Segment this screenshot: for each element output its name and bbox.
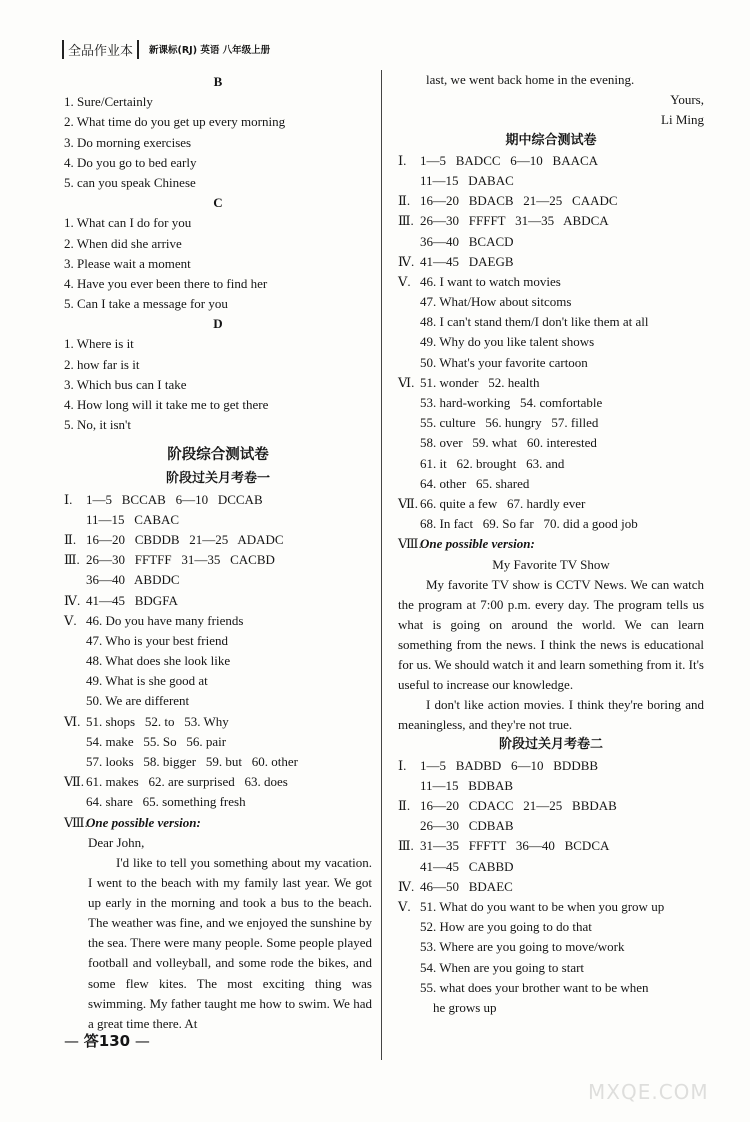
writing-heading	[64, 813, 372, 833]
roman-numeral: Ⅴ.	[64, 612, 77, 628]
answer-text: 49. What is she good at	[86, 673, 208, 689]
answer-row	[398, 151, 704, 171]
page-number: — 答130 —	[64, 1032, 150, 1050]
answer-row	[64, 570, 372, 590]
list-item: 2. how far is it	[64, 356, 140, 372]
letter-body: I'd like to tell you something about my vacation. I went to the beach with my family last year. We got up early in the morning and took a bus to the beach. The weather was fine, and we enjoyed the sunshine by the sea. There were many people. Some people played football and volleyball, and some rode the bikes, and some flew kites. The most exciting thing was swimming. My father taught me how to swim. We had a great time there. At	[88, 854, 372, 1031]
roman-numeral: Ⅱ.	[398, 798, 411, 813]
answer-row	[398, 353, 704, 373]
answer-row	[398, 514, 704, 534]
roman-numeral: Ⅴ.	[398, 898, 411, 914]
answer-text: 46—50 BDAEC	[420, 878, 513, 894]
right-column	[398, 70, 704, 1018]
answer-row	[64, 591, 372, 611]
answer-row	[64, 792, 372, 812]
answer-text: 64. other 65. shared	[420, 475, 530, 491]
answer-row	[398, 958, 704, 978]
page-number-text: 答130	[83, 1032, 131, 1050]
answer-row	[64, 550, 372, 570]
monthly-test-2-answers	[398, 756, 704, 1018]
section-b-list	[64, 92, 372, 193]
answer-row	[64, 510, 372, 530]
roman-numeral: Ⅵ.	[398, 374, 415, 390]
answer-row	[398, 171, 704, 191]
answer-text: 51. wonder 52. health	[420, 374, 540, 390]
monthly-test-1-title: 阶段过关月考卷一	[165, 471, 270, 487]
essay-paragraph-1: My favorite TV show is CCTV News. We can watch the program at 7:00 p.m. every day. The program tells us what is going on around the world. We can learn something from the news. I think the news is educational for us. We should watch it and learn something from it. It's useful to increase our knowledge.	[398, 576, 704, 693]
midterm-title: 期中综合测试卷	[505, 132, 597, 148]
answer-row	[398, 252, 704, 272]
list-item: 1. Where is it	[64, 336, 134, 352]
answer-row	[398, 816, 704, 836]
watermark-text: MXQE.COM	[588, 1080, 709, 1104]
section-d-list	[64, 334, 372, 435]
answer-row	[64, 772, 372, 792]
midterm-writing-heading	[398, 534, 704, 554]
section-heading-b: B	[213, 74, 223, 89]
writing-version-label: One possible version:	[420, 536, 535, 552]
site-watermark	[588, 1080, 734, 1118]
roman-numeral: Ⅱ.	[398, 193, 411, 209]
answer-text: 11—15 DABAC	[420, 172, 514, 188]
answer-row	[398, 836, 704, 856]
letter-signature: Li Ming	[661, 112, 704, 128]
midterm-answers	[398, 151, 704, 535]
answer-text: 51. shops 52. to 53. Why	[86, 713, 229, 729]
answer-text: 55. what does your brother want to be when	[420, 979, 649, 995]
answer-text: 61. makes 62. are surprised 63. does	[86, 774, 288, 790]
answer-row	[398, 474, 704, 494]
list-item: 5. Can I take a message for you	[64, 296, 228, 312]
monthly-test-2-title: 阶段过关月考卷二	[498, 737, 603, 753]
roman-numeral: Ⅷ.	[64, 814, 88, 830]
answer-text: 49. Why do you like talent shows	[420, 334, 595, 350]
answer-text: 54. When are you going to start	[420, 959, 585, 975]
answer-row	[64, 732, 372, 752]
roman-numeral: Ⅰ.	[398, 757, 407, 773]
list-item: 4. Do you go to bed early	[64, 154, 197, 170]
answer-text: 68. In fact 69. So far 70. did a good job	[420, 516, 638, 532]
essay-paragraph-2: I don't like action movies. I think they're boring and meaningless, and they're not true.	[398, 697, 704, 733]
answer-row	[398, 373, 704, 393]
answer-text: 26—30 CDBAB	[420, 818, 514, 834]
answer-row	[398, 494, 704, 514]
answer-row	[398, 191, 704, 211]
roman-numeral: Ⅲ.	[398, 838, 414, 854]
roman-numeral: Ⅴ.	[398, 273, 411, 289]
answer-row	[398, 917, 704, 937]
answer-text: 36—40 BCACD	[420, 233, 514, 249]
answer-text: 52. How are you going to do that	[420, 919, 592, 935]
roman-numeral: Ⅷ.	[398, 536, 422, 552]
answer-text: 41—45 BDGFA	[86, 592, 178, 608]
answer-row	[398, 857, 704, 877]
answer-text: 1—5 BADBD 6—10 BDDBB	[420, 757, 599, 773]
answer-text: 58. over 59. what 60. interested	[420, 435, 597, 451]
brand-label: 全品作业本	[62, 40, 139, 59]
answer-text: 50. We are different	[86, 693, 190, 709]
answer-row	[398, 897, 704, 917]
answer-text: 41—45 DAEGB	[420, 253, 514, 269]
answer-row	[398, 877, 704, 897]
answer-text: 51. What do you want to be when you grow up	[420, 898, 665, 914]
answer-row	[398, 998, 704, 1018]
answer-row	[398, 413, 704, 433]
roman-numeral: Ⅳ.	[398, 878, 415, 894]
answer-text: 1—5 BADCC 6—10 BAACA	[420, 152, 599, 168]
answer-row	[398, 292, 704, 312]
answer-row	[64, 490, 372, 510]
roman-numeral: Ⅳ.	[398, 253, 415, 269]
answer-text: 41—45 CABBD	[420, 858, 514, 874]
left-column	[64, 72, 372, 1034]
letter-closing: Yours,	[670, 92, 704, 108]
answer-text: 16—20 CDACC 21—25 BBDAB	[420, 798, 617, 813]
answer-row	[398, 393, 704, 413]
answer-text: 47. What/How about sitcoms	[420, 294, 572, 310]
roman-numeral: Ⅶ.	[398, 495, 419, 511]
answer-row	[64, 691, 372, 711]
list-item: 3. Which bus can I take	[64, 376, 187, 392]
answer-text: 54. make 55. So 56. pair	[86, 733, 227, 749]
answer-text: he grows up	[420, 999, 497, 1015]
answer-row	[398, 937, 704, 957]
list-item: 3. Please wait a moment	[64, 255, 191, 271]
roman-numeral: Ⅲ.	[64, 552, 80, 568]
answer-text: 46. Do you have many friends	[86, 612, 244, 628]
answer-text: 16—20 BDACB 21—25 CAADC	[420, 193, 618, 209]
answer-text: 26—30 FFFFT 31—35 ABDCA	[420, 213, 609, 229]
answer-row	[398, 312, 704, 332]
answer-row	[64, 712, 372, 732]
answer-text: 31—35 FFFTT 36—40 BCDCA	[420, 838, 610, 854]
answer-text: 48. What does she look like	[86, 653, 231, 669]
answer-text: 53. Where are you going to move/work	[420, 939, 625, 955]
roman-numeral: Ⅶ.	[64, 774, 85, 790]
list-item: 4. How long will it take me to get there	[64, 397, 269, 412]
monthly-test-1-answers	[64, 490, 372, 813]
page-header	[62, 40, 270, 58]
answer-text: 50. What's your favorite cartoon	[420, 354, 588, 370]
answer-row	[398, 454, 704, 474]
answer-row	[398, 796, 704, 816]
roman-numeral: Ⅳ.	[64, 592, 81, 608]
answer-text: 11—15 BDBAB	[420, 777, 514, 793]
answer-text: 36—40 ABDDC	[86, 572, 180, 588]
answer-row	[398, 756, 704, 776]
answer-row	[64, 671, 372, 691]
column-divider	[381, 70, 382, 1060]
list-item: 1. Sure/Certainly	[64, 94, 153, 110]
answer-row	[398, 211, 704, 231]
letter-ending: last, we went back home in the evening.	[426, 72, 635, 87]
answer-text: 46. I want to watch movies	[420, 273, 561, 289]
list-item: 3. Do morning exercises	[64, 134, 192, 150]
answer-text: 55. culture 56. hungry 57. filled	[420, 415, 599, 431]
list-item: 5. No, it isn't	[64, 417, 131, 433]
roman-numeral: Ⅰ.	[64, 491, 73, 507]
roman-numeral: Ⅱ.	[64, 531, 77, 547]
answer-text: 57. looks 58. bigger 59. but 60. other	[86, 754, 298, 769]
list-item: 1. What can I do for you	[64, 215, 192, 231]
answer-text: 1—5 BCCAB 6—10 DCCAB	[86, 491, 263, 507]
section-heading-c: C	[213, 195, 223, 211]
answer-text: 16—20 CBDDB 21—25 ADADC	[86, 531, 284, 547]
answer-text: 66. quite a few 67. hardly ever	[420, 495, 586, 511]
answer-row	[398, 433, 704, 453]
answer-row	[64, 611, 372, 631]
list-item: 4. Have you ever been there to find her	[64, 275, 268, 291]
answer-text: 53. hard-working 54. comfortable	[420, 395, 603, 410]
list-item: 5. can you speak Chinese	[64, 174, 196, 190]
essay-title: My Favorite TV Show	[492, 556, 610, 572]
answer-row	[398, 232, 704, 252]
answer-text: 64. share 65. something fresh	[86, 794, 246, 810]
answer-text: 48. I can't stand them/I don't like them at all	[420, 314, 649, 330]
answer-row	[398, 978, 704, 998]
answer-text: 26—30 FFTFF 31—35 CACBD	[86, 552, 275, 568]
roman-numeral: Ⅵ.	[64, 713, 81, 729]
answer-row	[64, 752, 372, 772]
answer-row	[64, 651, 372, 671]
section-c-list	[64, 213, 372, 314]
answer-row	[64, 530, 372, 550]
roman-numeral: Ⅰ.	[398, 152, 407, 168]
answer-text: 11—15 CABAC	[86, 511, 180, 527]
answer-row	[398, 272, 704, 292]
roman-numeral: Ⅲ.	[398, 213, 414, 229]
list-item: 2. When did she arrive	[64, 235, 182, 251]
stage-test-title: 阶段综合测试卷	[167, 447, 269, 464]
header-subtitle: 新课标(RJ) 英语 八年级上册	[149, 45, 271, 56]
answer-text: 47. Who is your best friend	[86, 632, 229, 648]
section-heading-d: D	[213, 316, 223, 332]
answer-row	[398, 776, 704, 796]
answer-text: 61. it 62. brought 63. and	[420, 455, 565, 471]
answer-row	[398, 332, 704, 352]
letter-salutation: Dear John,	[88, 834, 145, 850]
writing-version-label: One possible version:	[86, 814, 201, 830]
answer-row	[64, 631, 372, 651]
list-item: 2. What time do you get up every morning	[64, 114, 286, 130]
